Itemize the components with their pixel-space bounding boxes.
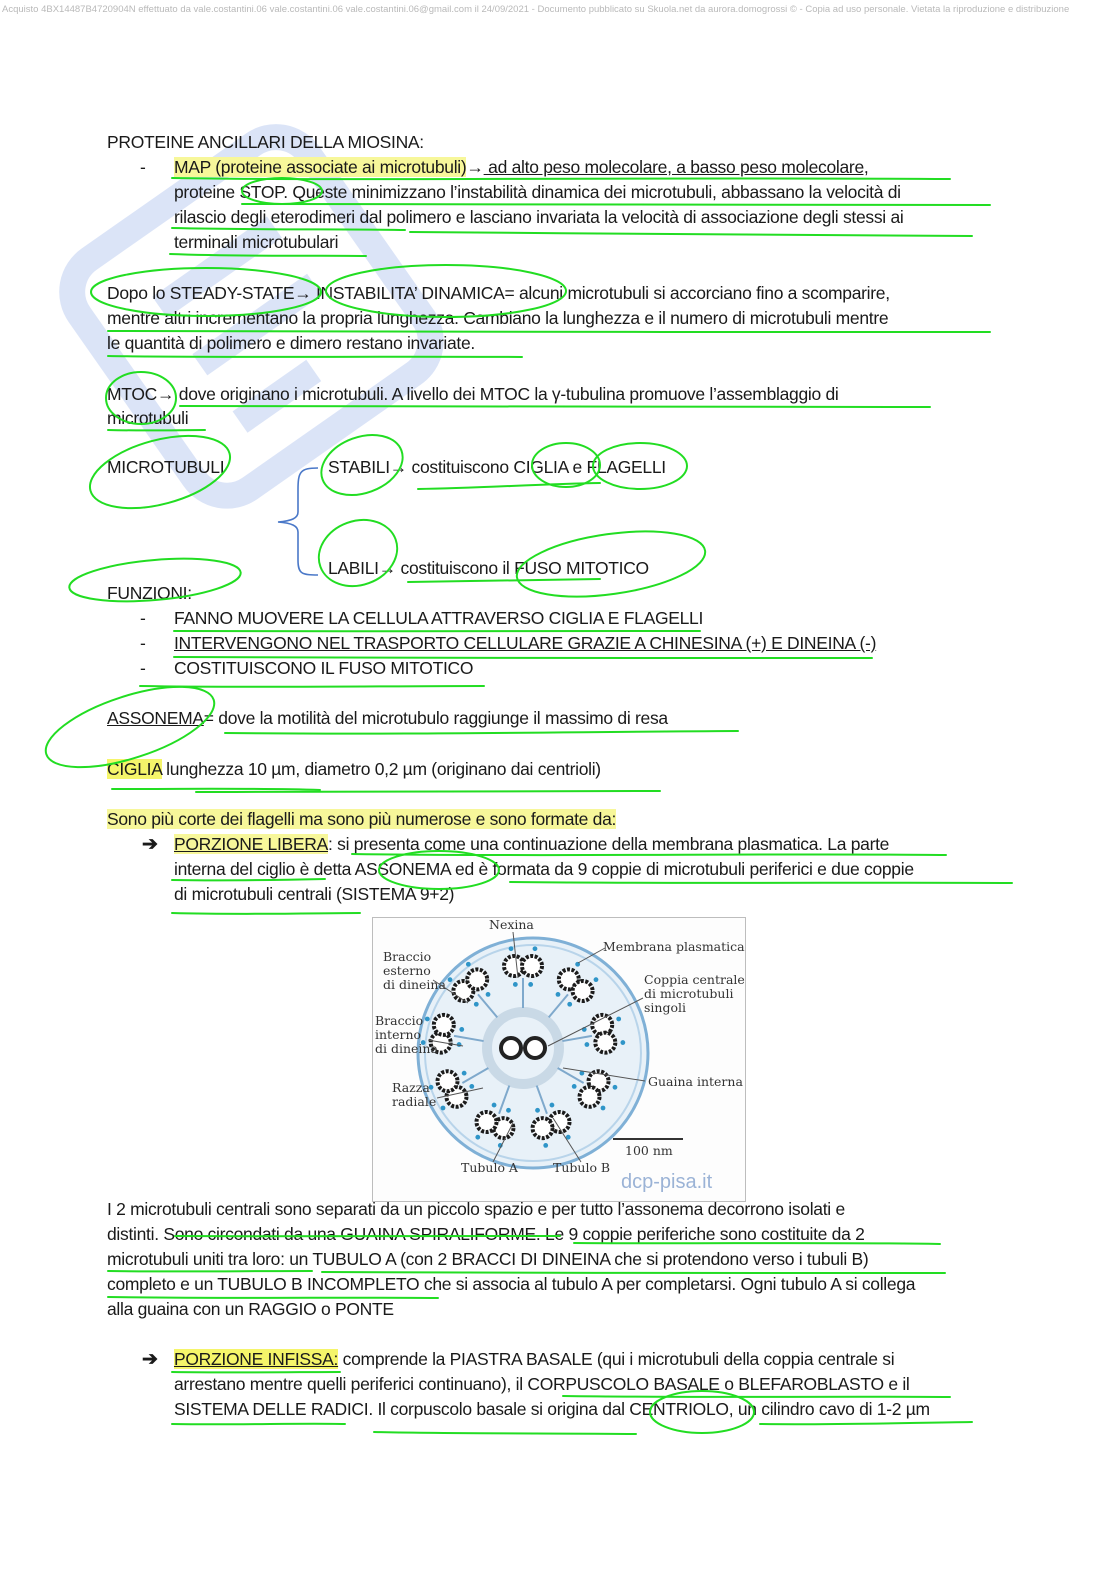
funzioni-item: FANNO MUOVERE LA CELLULA ATTRAVERSO CIGLIA E FLAGELLI	[174, 608, 704, 628]
dynein-arm	[572, 1084, 577, 1089]
tubule-b	[573, 981, 593, 1001]
label-membrana: Membrana plasmatica	[603, 939, 745, 954]
infissa-line-2: arrestano mentre quelli periferici continuano), il CORPUSCOLO BASALE o BLEFAROBLASTO e il	[174, 1374, 910, 1394]
dynein-arm	[528, 982, 533, 987]
map-rest: ad alto peso molecolare, a basso peso molecolare,	[483, 157, 869, 177]
arrow-bullet-icon: ➔	[142, 1349, 158, 1370]
labili-text: costituiscono il FUSO MITOTICO	[395, 558, 649, 578]
arrow-glyph: →	[157, 384, 175, 404]
label-braccio-esterno: di dineina	[383, 977, 446, 992]
dynein-arm	[601, 1106, 606, 1111]
dynein-arm	[620, 1040, 625, 1045]
label-braccio-esterno: esterno	[383, 963, 431, 978]
dynein-arm	[533, 946, 538, 951]
corte-text: Sono più corte dei flagelli ma sono più numerose e sono formate da:	[107, 809, 617, 829]
stabili-line	[328, 455, 666, 480]
ancillari-line-3: rilascio degli eterodimeri dal polimero e lasciano invariata la velocità di associazione degli stessi ai	[174, 207, 904, 227]
map-label: MAP (proteine associate ai microtubuli)	[174, 157, 467, 177]
dynein-arm	[459, 1027, 464, 1032]
dynein-arm	[506, 1108, 511, 1113]
dynein-arm	[613, 1085, 618, 1090]
dynein-arm	[556, 992, 561, 997]
arrow-glyph: →	[389, 457, 407, 477]
mtoc-line-1	[107, 382, 839, 407]
tubule-b	[476, 1112, 496, 1132]
arrow-glyph: →	[466, 157, 484, 177]
label-nexina: Nexina	[489, 918, 534, 932]
libera-line-2: interna del ciglio è detta ASSONEMA ed è formata da 9 coppie di microtubuli periferici e due coppie	[174, 859, 914, 879]
porzione-infissa-text: comprende la PIASTRA BASALE (qui i microtubuli della coppia centrale si	[338, 1349, 895, 1369]
label-braccio-interno: di dineina	[375, 1041, 438, 1056]
infissa-line-3: SISTEMA DELLE RADICI. Il corpuscolo basale si origina dal CENTRIOLO, un cilindro cavo di 1-2 µm	[174, 1399, 930, 1419]
porzione-infissa-term: PORZIONE INFISSA:	[174, 1349, 339, 1369]
purchase-watermark: Acquisto 4BX14487B4720904N effettuato da vale.costantini.06 vale.costantini.06 vale.costantini.06@gmail.com il 24/09/2021 - Documento pubblicato su Skuola.net da aurora.domogrossi © - Copia ad uso personale. Vietata la riproduzione e distribuzione	[2, 4, 1070, 15]
mtoc-term: MTOC	[107, 384, 158, 404]
labili-term: LABILI	[328, 558, 379, 578]
dynein-arm	[567, 1002, 572, 1007]
label-braccio-esterno: Braccio	[383, 949, 432, 964]
dynein-arm	[492, 1103, 497, 1108]
arrow-glyph: →	[378, 558, 396, 578]
dynein-arm	[550, 1103, 555, 1108]
funzioni-heading: FUNZIONI:	[107, 583, 192, 603]
funzioni-item: COSTITUISCONO IL FUSO MITOTICO	[174, 658, 474, 678]
label-coppia-centrale: singoli	[644, 1000, 686, 1015]
porzione-libera-term: PORZIONE LIBERA	[174, 834, 329, 854]
tubule-b	[533, 1118, 553, 1138]
bullet-dash: -	[140, 633, 146, 653]
dynein-arm	[475, 1135, 480, 1140]
dynein-arm	[441, 1106, 446, 1111]
infissa-line-1	[174, 1347, 894, 1372]
tubule-b	[467, 969, 487, 989]
arrow-glyph: →	[294, 283, 312, 303]
porzione-libera-text: : si presenta come una continuazione della membrana plasmatica. La parte	[328, 834, 890, 854]
tubule-b	[437, 1071, 457, 1091]
mtoc-text: dove originano i microtubuli. A livello dei MTOC la γ-tubulina promuove l’assemblaggio di	[174, 384, 839, 404]
dynein-arm	[585, 1042, 590, 1047]
dynein-arm	[474, 1002, 479, 1007]
stabili-text: costituiscono CIGLIA e FLAGELLI	[406, 457, 666, 477]
assonema-definition: = dove la motilità del microtubulo raggiunge il massimo di resa	[203, 708, 668, 728]
dynein-arm	[469, 1084, 474, 1089]
steady-line-3: le quantità di polimero e dimero restano invariate.	[107, 333, 475, 353]
tubule-b	[580, 1087, 600, 1107]
bullet-dash: -	[140, 658, 146, 678]
steady-line-1	[107, 281, 890, 306]
dynein-arm	[509, 946, 514, 951]
dynein-arm	[457, 1042, 462, 1047]
ancillari-line-1	[174, 155, 868, 180]
centrali-line-3: microtubuli uniti tra loro: un TUBULO A (con 2 BRACCI DI DINEINA che si protendono verso i tubuli B)	[107, 1249, 869, 1269]
axoneme-diagram	[373, 918, 745, 1201]
label-tubulo-a: Tubulo A	[461, 1160, 518, 1175]
tubule-a	[504, 956, 524, 976]
ancillari-line-4: terminali microtubulari	[174, 232, 339, 252]
labili-line	[328, 556, 649, 581]
centrali-line-1: I 2 microtubuli centrali sono separati da un piccolo spazio e per tutto l’assonema decorrono isolati e	[107, 1199, 845, 1219]
ciglia-text: lunghezza 10 µm, diametro 0,2 µm (originano dai centrioli)	[161, 759, 601, 779]
label-scale: 100 nm	[625, 1143, 673, 1158]
centrali-line-5: alla guaina con un RAGGIO o PONTE	[107, 1299, 394, 1319]
heading-proteine-ancillari: PROTEINE ANCILLARI DELLA MIOSINA:	[107, 132, 424, 152]
assonema-line	[107, 706, 668, 731]
libera-line-1	[174, 832, 889, 857]
ciglia-term: CIGLIA	[107, 759, 162, 779]
dynein-arm	[616, 1017, 621, 1022]
dynein-arm	[594, 977, 599, 982]
label-guaina-interna: Guaina interna	[648, 1074, 743, 1089]
figure-credit: dcp-pisa.it	[621, 1171, 713, 1193]
axoneme-cross-section-figure	[372, 917, 746, 1202]
dynein-arm	[448, 977, 453, 982]
label-braccio-interno: Braccio	[375, 1013, 424, 1028]
centrali-line-4: completo e un TUBULO B INCOMPLETO che si associa al tubulo A per completarsi. Ogni tubulo A si collega	[107, 1274, 916, 1294]
dynein-arm	[466, 962, 471, 967]
steady-line-2: mentre altri incrementano la propria lunghezza. Cambiano la lunghezza e il numero di microtubuli mentre	[107, 308, 889, 328]
label-coppia-centrale: Coppia centrale	[644, 972, 745, 987]
corte-line	[107, 807, 616, 832]
stabili-term: STABILI	[328, 457, 390, 477]
instabilita-text: INSTABILITA’ DINAMICA= alcuni microtubuli si accorciano fino a scomparire,	[311, 283, 890, 303]
tubule-b	[595, 1033, 615, 1053]
ancillari-line-2: proteine STOP. Queste minimizzano l’instabilità dinamica dei microtubuli, abbassano la velocità di	[174, 182, 901, 202]
steady-state-term: Dopo lo STEADY-STATE	[107, 283, 295, 303]
label-razza-radiale: Razza	[392, 1080, 430, 1095]
tubule-b	[434, 1015, 454, 1035]
centrali-line-2: distinti. Sono circondati da una GUAINA SPIRALIFORME. Le 9 coppie periferiche sono costituite da 2	[107, 1224, 865, 1244]
libera-line-3: di microtubuli centrali (SISTEMA 9+2)	[174, 884, 455, 904]
bullet-dash: -	[140, 157, 146, 177]
funzioni-item: INTERVENGONO NEL TRASPORTO CELLULARE GRAZIE A CHINESINA (+) E DINEINA (-)	[174, 633, 877, 653]
dynein-arm	[462, 1071, 467, 1076]
assonema-term: ASSONEMA	[107, 708, 204, 728]
label-braccio-interno: interno	[375, 1027, 422, 1042]
tubule-b	[522, 956, 542, 976]
label-coppia-centrale: di microtubuli	[644, 986, 734, 1001]
label-tubulo-b: Tubulo B	[553, 1160, 611, 1175]
mtoc-line-2: microtubuli	[107, 408, 189, 428]
dynein-arm	[486, 992, 491, 997]
ciglia-line	[107, 757, 601, 782]
label-razza-radiale: radiale	[392, 1094, 437, 1109]
dynein-arm	[513, 982, 518, 987]
bullet-dash: -	[140, 608, 146, 628]
dynein-arm	[425, 1017, 430, 1022]
dynein-arm	[543, 1143, 548, 1148]
microtubuli-label: MICROTUBULI	[107, 457, 225, 477]
arrow-bullet-icon: ➔	[142, 834, 158, 855]
dynein-arm	[535, 1108, 540, 1113]
